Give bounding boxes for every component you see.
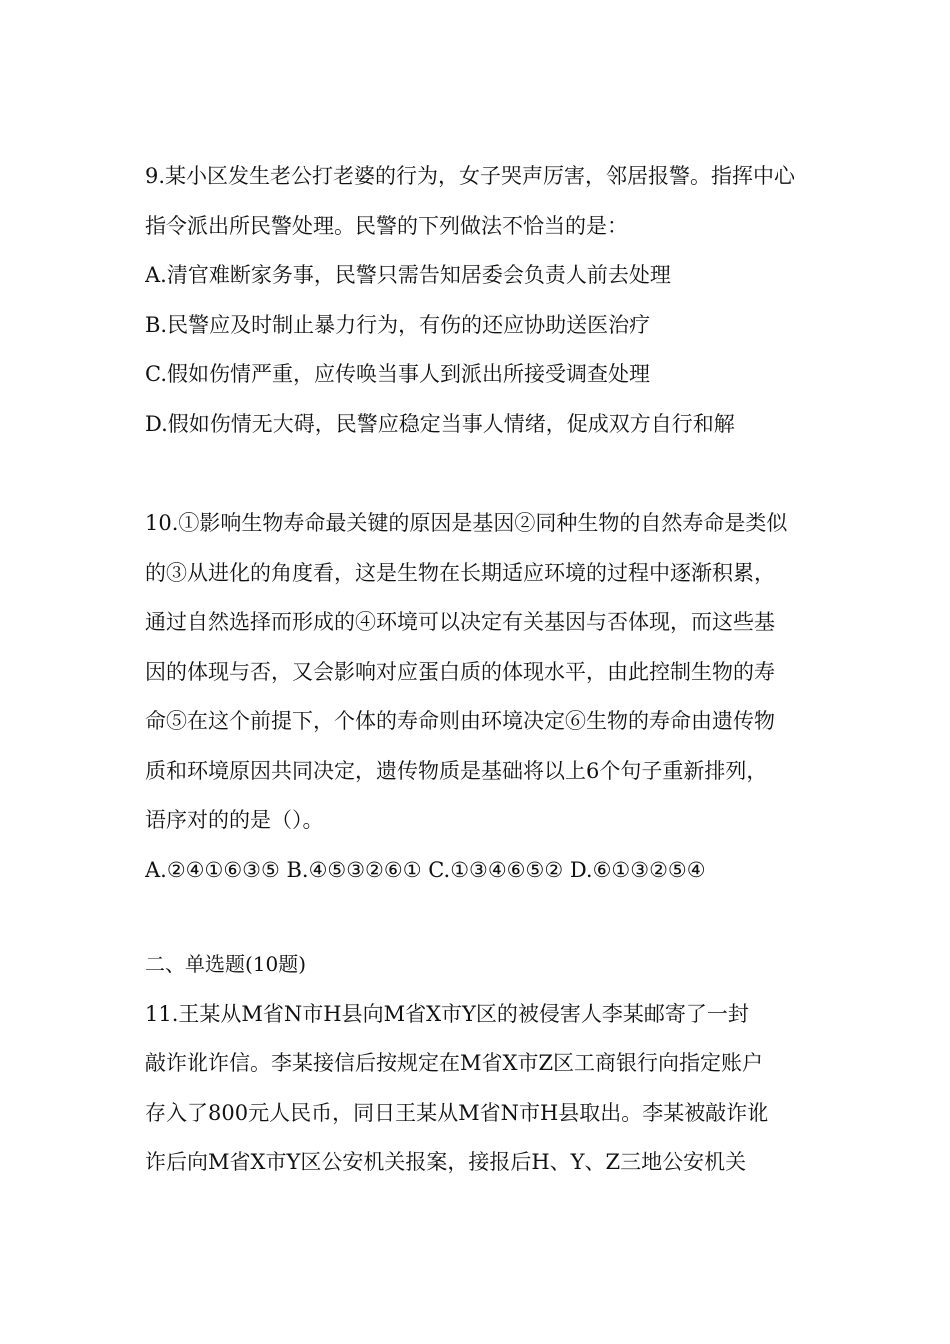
question-11 bbox=[145, 990, 810, 1188]
question-11-stem-line-2: 敲诈讹诈信。李某接信后按规定在M省X市Z区工商银行向指定账户 bbox=[145, 1051, 764, 1075]
question-9-option-a: A.清官难断家务事，民警只需告知居委会负责人前去处理 bbox=[145, 263, 671, 287]
question-10 bbox=[145, 499, 810, 895]
question-10-stem-line-7: 语序对的的是（）。 bbox=[145, 808, 324, 832]
question-11-stem-line-3: 存入了800元人民币，同日王某从M省N市H县取出。李某被敲诈讹 bbox=[145, 1100, 769, 1125]
question-11-stem-line-1: 11.王某从M省N市H县向M省X市Y区的被侵害人李某邮寄了一封 bbox=[145, 1001, 749, 1026]
question-9-option-c: C.假如伤情严重，应传唤当事人到派出所接受调查处理 bbox=[145, 362, 650, 386]
question-10-options: A.②④①⑥③⑤ B.④⑤③②⑥① C.①③④⑥⑤② D.⑥①③②⑤④ bbox=[145, 857, 706, 882]
section-title: 二、单选题(10题) bbox=[145, 952, 307, 976]
question-10-stem-line-6: 质和环境原因共同决定，遗传物质是基础将以上6个句子重新排列， bbox=[145, 758, 768, 783]
question-9-option-d: D.假如伤情无大碍，民警应稳定当事人情绪，促成双方自行和解 bbox=[145, 411, 735, 436]
question-10-stem-line-5: 命⑤在这个前提下，个体的寿命则由环境决定⑥生物的寿命由遗传物 bbox=[145, 709, 775, 733]
spacer bbox=[145, 895, 810, 940]
question-11-stem-line-4: 诈后向M省X市Y区公安机关报案，接报后H、Y、Z三地公安机关 bbox=[145, 1150, 747, 1174]
question-9 bbox=[145, 152, 810, 449]
question-10-stem-line-3: 通过自然选择而形成的④环境可以决定有关基因与否体现，而这些基 bbox=[145, 610, 775, 634]
question-10-stem-line-4: 因的体现与否，又会影响对应蛋白质的体现水平，由此控制生物的寿 bbox=[145, 659, 775, 684]
question-9-stem-line-1: 9.某小区发生老公打老婆的行为，女子哭声厉害，邻居报警。指挥中心 bbox=[145, 164, 796, 188]
question-9-stem-line-2: 指令派出所民警处理。民警的下列做法不恰当的是： bbox=[145, 213, 628, 238]
spacer bbox=[145, 449, 810, 499]
question-10-stem-line-1: 10.①影响生物寿命最关键的原因是基因②同种生物的自然寿命是类似 bbox=[145, 511, 788, 535]
question-10-stem-line-2: 的③从进化的角度看，这是生物在长期适应环境的过程中逐渐积累， bbox=[145, 560, 775, 585]
document-content bbox=[145, 152, 810, 1188]
question-9-option-b: B.民警应及时制止暴力行为，有伤的还应协助送医治疗 bbox=[145, 312, 651, 337]
